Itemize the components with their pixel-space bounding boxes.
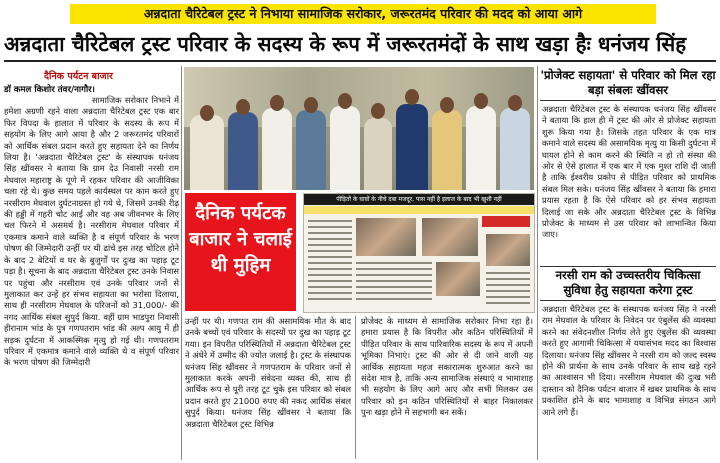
- sidebar-heading-2: नरसी राम को उच्चस्तरीय चिकित्सा सुविधा हेतु सहायता करेगा ट्रस्ट: [555, 268, 701, 297]
- sidebar-rule: [540, 100, 716, 101]
- paper-name: दैनिक पर्यटन बाजार: [44, 71, 113, 82]
- column-divider: [537, 66, 538, 460]
- sidebar-heading-1: 'प्रोजेक्ट सहायता' से परिवार को मिल रहा बड़ा संबलः खींवसर: [540, 68, 716, 97]
- article-column-1: सामाजिक सरोकार निभाने में हमेशा अग्रणी रहने वाला अन्नदाता चैरिटेबल ट्रस्ट एक बार फिर विपदा के हालात में परिवार के सदस्य के रूप में सहयोग के लिए आगे आया है और 2 जरूरतमंद परिवारों को आर्थिक संबल प्रदान करते हुए सहायता देने का निर्णय लिया है। 'अन्नदाता चैरिटेबल ट्रस्ट' के संस्थापक धनंजय सिंह खींवसर ने बताया कि ग्राम देउ निवासी नरसी राम मेघवाल महाराष्ट्र के पूणे में रहकर परिवार की आजीविका चला रहे थे। कुछ समय पहले कार्यस्थल पर काम करते हुए नरसीराम मेघवाल दुर्घटनाग्रस्त हो गये थे, जिसमें उनकी रीढ़ की हड्डी में गहरी चोट आई और वह अब जीवनभर के लिए चल फिरने में असमर्थ है। नरसीराम मेघवाल परिवार में एकमात्र कमाने वाले व्यक्ति है व संपूर्ण परिवार के भरण पोषण की जिम्मेदारी उन्हीं पर थी ढांचे इस तरह चोटिल होने के बाद 2 बेटियों व घर के बुजुर्गों पर दुःख का पहाड़ टूट पड़ा है। सूचना के बाद अन्नदाता चैरिटेबल ट्रस्ट उनके निवास पर पहुंचा और नरसीराम एवं उनके परिवार जनों से मुलाकात कर उन्हें हर संभव सहायता का भरोसा दिलाया, साथ ही नरसीराम मेघवाल के परिजनों को 31,000/- की नगद आर्थिक संबल सुपुर्द किया. वहीं ग्राम भाडपुरा निवासी हीरानाम भांड के पुत्र गणपतराम भांड की अल्प आयु में ही सड़क दुर्घटना में आकस्मिक मृत्यु हो गई थी। गणपतराम परिवार में एकमात्र कमाने वाले व्यक्ति थे व संपूर्ण परिवार के भरण पोषण की जिम्मेदारी: [4, 95, 179, 368]
- column-divider: [181, 66, 182, 460]
- clipping-headline: पीड़ितों के घावों के नीचे दबा मजदूर, पास नहीं है इलाज के बाद भी खुशी नहीं: [304, 194, 534, 205]
- sidebar-text-1: अन्नदाता चैरिटेबल ट्रस्ट के संस्थापक धनंजय सिंह खींवसर ने बताया कि हाल ही में ट्रस्ट की ओर से प्रोजेक्ट सहायता शुरू किया गया है। जिसके तहत परिवार के एक मात्र कमाने वाले सदस्य की असामयिक मृत्यु या किसी दुर्घटना में घायल होने से काम करने की स्थिति न हो तो संस्था की ओर से ऐसे हालात में एक बार में एक मुश्त राशि दी जाती है ताकि ईश्वरीय प्रकोप से पीड़ित परिवार को प्राथमिक संबल मिल सके। धनंजय सिंह खींवसर ने बताया कि हमारा प्रयास रहता है कि ऐसे परिवार को हर संभव सहायता दिलाई जा सके और अन्नदाता चैरिटेबल ट्रस्ट के विभिन्न प्रोजेक्ट के माध्यम से उस परिवार को लाभान्वित किया जाए।: [542, 104, 716, 240]
- kicker-banner: अन्नदाता चैरिटेबल ट्रस्ट ने निभाया सामाजिक सरोकार, जरूरतमंद परिवार की मदद को आया आगे: [70, 4, 656, 24]
- sidebar-rule: [540, 266, 716, 267]
- headline: अन्नदाता चैरिटेबल ट्रस्ट परिवार के सदस्य के रूप में जरूरतमंदों के साथ खड़ा हैः धनंजय सिंह: [4, 32, 687, 56]
- sidebar-rule: [540, 300, 716, 301]
- group-photo: [184, 67, 534, 190]
- article-column-2: उन्हीं पर थी। गणपत राम की असामयिक मौत के बाद उनके बच्चों एवं परिवार के सदस्यों पर दुख का पहाड़ टूट गया। इन विपरीत परिस्थितियों में अन्नदाता चैरिटेबल ट्रस्ट ने अंधेरे में उम्मीद की ज्योत जलाई है। ट्रस्ट के संस्थापक धनंजय सिंह खींवसर ने गणपतराम के परिवार जनों से मुलाकात करके अपनी संवेदना व्यक्त की, साथ ही आर्थिक रूप से पूरी तरह टूट चुके इस परिवार को संबल प्रदान करते हुए 21000 रुपए की नकद आर्थिक संबल सुपुर्द किया। धनंजय सिंह खींवसर ने बताया कि अन्नदाता चैरिटेबल ट्रस्ट विभिन्न: [185, 316, 351, 429]
- byline: डॉ कमल किशोर तंवर/नागौर।: [4, 85, 95, 95]
- column-divider: [355, 316, 356, 459]
- headline-rule: [4, 60, 716, 62]
- newspaper-clipping: [303, 193, 535, 313]
- campaign-callout: दैनिक पर्यटक बाजार ने चलाई थी मुहिम: [185, 193, 296, 311]
- sidebar-text-2: अन्नदाता चैरिटेबल ट्रस्ट के संस्थापक धनंजय सिंह ने नरसी राम मेघवाल के परिवार के निवेदन पर एंबुलेंस की व्यवस्था करने का संवेदनशील निर्णय लेते हुए एंबुलेंस की व्यवस्था करते हुए आगामी चिकित्सा में यथासंभव मदद का विश्वास दिलाया। धनंजय सिंह खींवसर ने नरसी राम को जल्द स्वस्थ होने की प्रार्थना के साथ उनके परिवार के साथ खड़े रहने का आश्वासन भी दिया। नरसीराम मेघवाल की दुःख भरी दास्तान को दैनिक पर्यटन बाजार में खबर प्राथमिक के साथ प्रकाशित होने के बाद भामाशाह व विभिन्न संगठन आगे आने लगे हैं।: [542, 304, 716, 417]
- article-column-3: प्रोजेक्ट के माध्यम से सामाजिक सरोकार निभा रहा है। हमारा प्रयास है कि विपरीत और कठिन परिस्थितियों में पीड़ित परिवार के साथ पारिवारिक सदस्य के रूप में अपनी भूमिका निभाएं। ट्रस्ट की ओर से दी जाने वाली यह आर्थिक सहायता महज सकारात्मक शुरुआत करने का संदेश मात्र है, ताकि अन्य सामाजिक संस्थाएं व भामाशाह भी सहयोग के लिए आगे आए और सभी मिलकर उस परिवार को इन कठिन परिस्थितियों से बाहर निकालकर पुनः खड़ा होने में सहभागी बन सकें।: [361, 316, 533, 418]
